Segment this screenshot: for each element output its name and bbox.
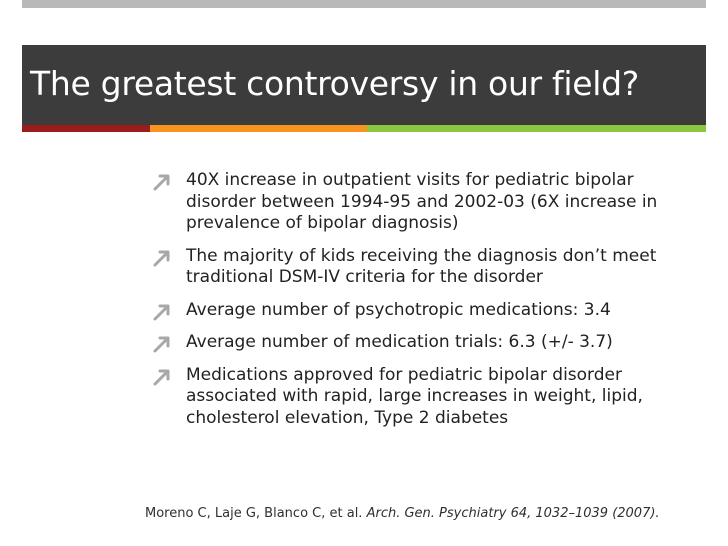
citation-journal: Arch. Gen. Psychiatry 64, 1032–1039 (2007).	[366, 506, 660, 521]
diagonal-up-arrow-icon	[152, 367, 172, 387]
diagonal-up-arrow-icon	[152, 334, 172, 354]
accent-segment-orange	[150, 125, 367, 132]
top-decorative-strip	[22, 0, 706, 8]
accent-color-bar	[22, 125, 706, 132]
bullet-text: Average number of psychotropic medications: 3.4	[186, 299, 611, 320]
accent-segment-red	[22, 125, 150, 132]
list-item	[152, 365, 692, 430]
bullet-list	[152, 170, 692, 440]
list-item	[152, 170, 692, 235]
list-item	[152, 332, 692, 354]
bullet-text: 40X increase in outpatient visits for pediatric bipolar disorder between 1994-95 and 2002-03 (6X increase in prevalence of bipolar diagnosis)	[186, 170, 658, 233]
diagonal-up-arrow-icon	[152, 248, 172, 268]
bullet-text: The majority of kids receiving the diagnosis don’t meet traditional DSM-IV criteria for the disorder	[186, 245, 657, 287]
list-item	[152, 300, 692, 322]
list-item	[152, 246, 692, 289]
bullet-text: Medications approved for pediatric bipolar disorder associated with rapid, large increases in weight, lipid, cholesterol elevation, Type 2 diabetes	[186, 364, 643, 428]
accent-segment-green	[367, 125, 706, 132]
citation	[145, 506, 720, 521]
diagonal-up-arrow-icon	[152, 302, 172, 322]
slide-title: The greatest controversy in our field?	[30, 64, 639, 103]
citation-authors: Moreno C, Laje G, Blanco C, et al.	[145, 506, 363, 521]
diagonal-up-arrow-icon	[152, 172, 172, 192]
bullet-text: Average number of medication trials: 6.3 (+/- 3.7)	[186, 332, 613, 352]
